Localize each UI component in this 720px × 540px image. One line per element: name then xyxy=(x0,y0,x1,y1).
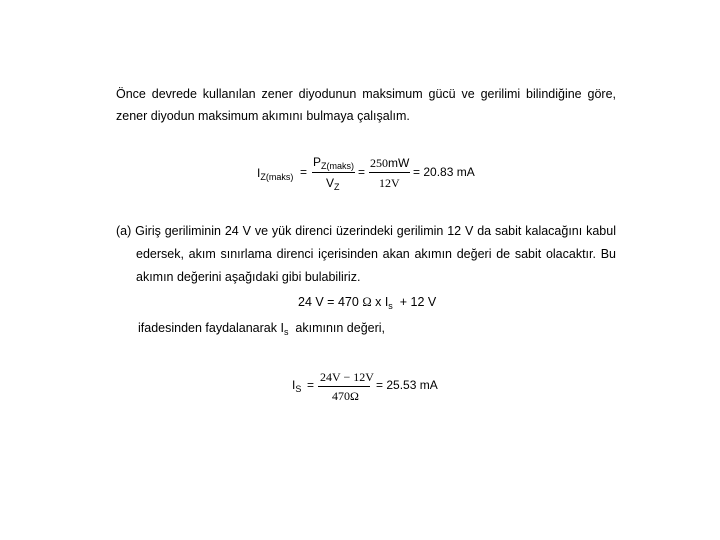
eq1-den-symbol: V xyxy=(326,176,335,190)
eq3-denominator: 470Ω xyxy=(332,389,359,403)
ifade-post: akımının değeri, xyxy=(295,321,386,335)
eq1-num2-unit: mW xyxy=(388,156,410,170)
eq3-lhs-symbol: I xyxy=(292,378,296,392)
eq3-lhs xyxy=(292,378,301,392)
eq1-num2-value: 250 xyxy=(370,156,388,170)
part-a-line-1: (a) Giriş geriliminin 24 V ve yük direnci üzerindeki gerilimin 12 V da sabit kalacağını kabul xyxy=(116,224,616,238)
eq1-num-symbol: P xyxy=(313,155,322,169)
eq1-numerator-2 xyxy=(370,156,409,171)
eq2-omega: Ω xyxy=(362,295,372,309)
eq2-subscript: s xyxy=(388,301,393,311)
eq2-right: + 12 V xyxy=(399,295,437,309)
eq2-left: 24 V = 470 xyxy=(298,295,359,309)
eq3-equals: = xyxy=(307,378,315,392)
eq1-lhs-subscript: Z(maks) xyxy=(260,172,294,182)
eq2-times: x I xyxy=(375,295,389,309)
eq3-result: = 25.53 mA xyxy=(376,378,438,392)
eq3-numerator: 24V − 12V xyxy=(320,370,374,384)
part-a-line-2: edersek, akım sınırlama direnci içerisinden akan akımın değeri de sabit olacaktır. Bu xyxy=(136,247,616,261)
eq1-equals-2: = xyxy=(358,165,366,179)
eq1-result: = 20.83 mA xyxy=(413,165,475,179)
part-a-line-3: akımın değerini aşağıdaki gibi bulabiliriz. xyxy=(136,270,361,284)
eq3-lhs-subscript: S xyxy=(295,384,302,394)
eq1-fraction-bar-2 xyxy=(369,172,410,173)
ifade-line xyxy=(138,320,385,337)
eq1-numerator xyxy=(313,155,354,169)
eq1-den-subscript: Z xyxy=(334,182,340,192)
eq1-lhs-symbol: I xyxy=(257,166,261,180)
eq1-denominator-2: 12V xyxy=(379,176,400,190)
equation-voltage-balance xyxy=(298,294,436,311)
eq1-num-subscript: Z(maks) xyxy=(321,161,355,171)
eq1-equals: = xyxy=(300,165,308,179)
intro-line-1: Önce devrede kullanılan zener diyodunun maksimum gücü ve gerilimi bilindiğine göre, xyxy=(116,87,616,101)
ifade-pre: ifadesinden faydalanarak I xyxy=(138,321,284,335)
eq3-fraction-bar xyxy=(318,386,370,387)
eq1-lhs xyxy=(257,166,293,180)
eq1-fraction-bar xyxy=(312,172,355,173)
eq1-denominator xyxy=(326,176,340,190)
ifade-subscript: s xyxy=(283,327,289,337)
intro-line-2: zener diyodun maksimum akımını bulmaya çalışalım. xyxy=(116,109,410,123)
